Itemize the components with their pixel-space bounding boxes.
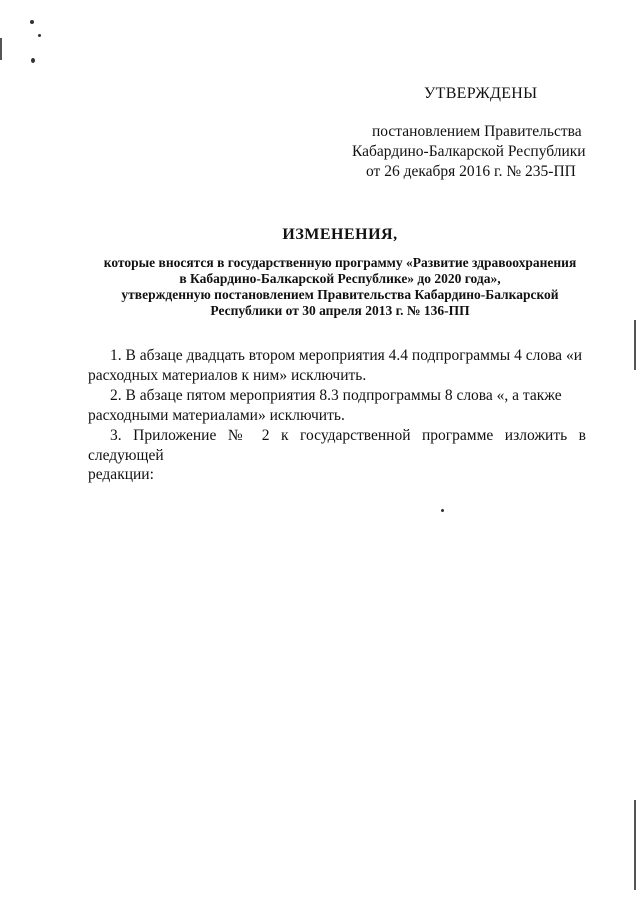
subtitle-line: Республики от 30 апреля 2013 г. № 136-ПП [210, 303, 470, 318]
document-subtitle [80, 255, 600, 319]
scan-speck [30, 20, 34, 24]
scan-speck [31, 58, 35, 63]
document-title: ИЗМЕНЕНИЯ, [282, 226, 398, 243]
scan-edge-line [634, 320, 636, 370]
subtitle-line: в Кабардино-Балкарской Республике» до 2020 года», [179, 271, 501, 286]
list-item-continuation: редакции: [88, 466, 154, 483]
scan-edge-line [634, 800, 636, 890]
subtitle-line: утвержденную постановлением Правительства Кабардино-Балкарской [121, 287, 559, 302]
list-item-first-line: 2. В абзаце пятом мероприятия 8.3 подпрограммы 8 слова «, а также [110, 387, 562, 404]
approval-line-1: постановлением Правительства [372, 123, 582, 140]
list-item [88, 426, 586, 485]
list-item-first-line: 1. В абзаце двадцать втором мероприятия 4.4 подпрограммы 4 слова «и [110, 347, 582, 364]
list-item-first-line: 3. Приложение № 2 к государственной программе изложить в следующей [88, 427, 586, 464]
list-item [88, 346, 586, 385]
approval-label: УТВЕРЖДЕНЫ [424, 85, 538, 102]
approval-stamp [352, 84, 592, 182]
approval-line-2: Кабардино-Балкарской Республики [352, 143, 586, 160]
list-item [88, 386, 586, 425]
scan-speck [38, 34, 41, 37]
list-item-continuation: расходных материалов к ним» исключить. [88, 366, 367, 384]
subtitle-line: которые вносятся в государственную программу «Развитие здравоохранения [103, 255, 577, 270]
list-item-continuation: расходными материалами» исключить. [88, 406, 345, 424]
scan-speck [441, 509, 444, 512]
document-body [88, 346, 586, 486]
approval-line-3: от 26 декабря 2016 г. № 235-ПП [366, 163, 576, 180]
scan-edge-line [0, 38, 2, 60]
